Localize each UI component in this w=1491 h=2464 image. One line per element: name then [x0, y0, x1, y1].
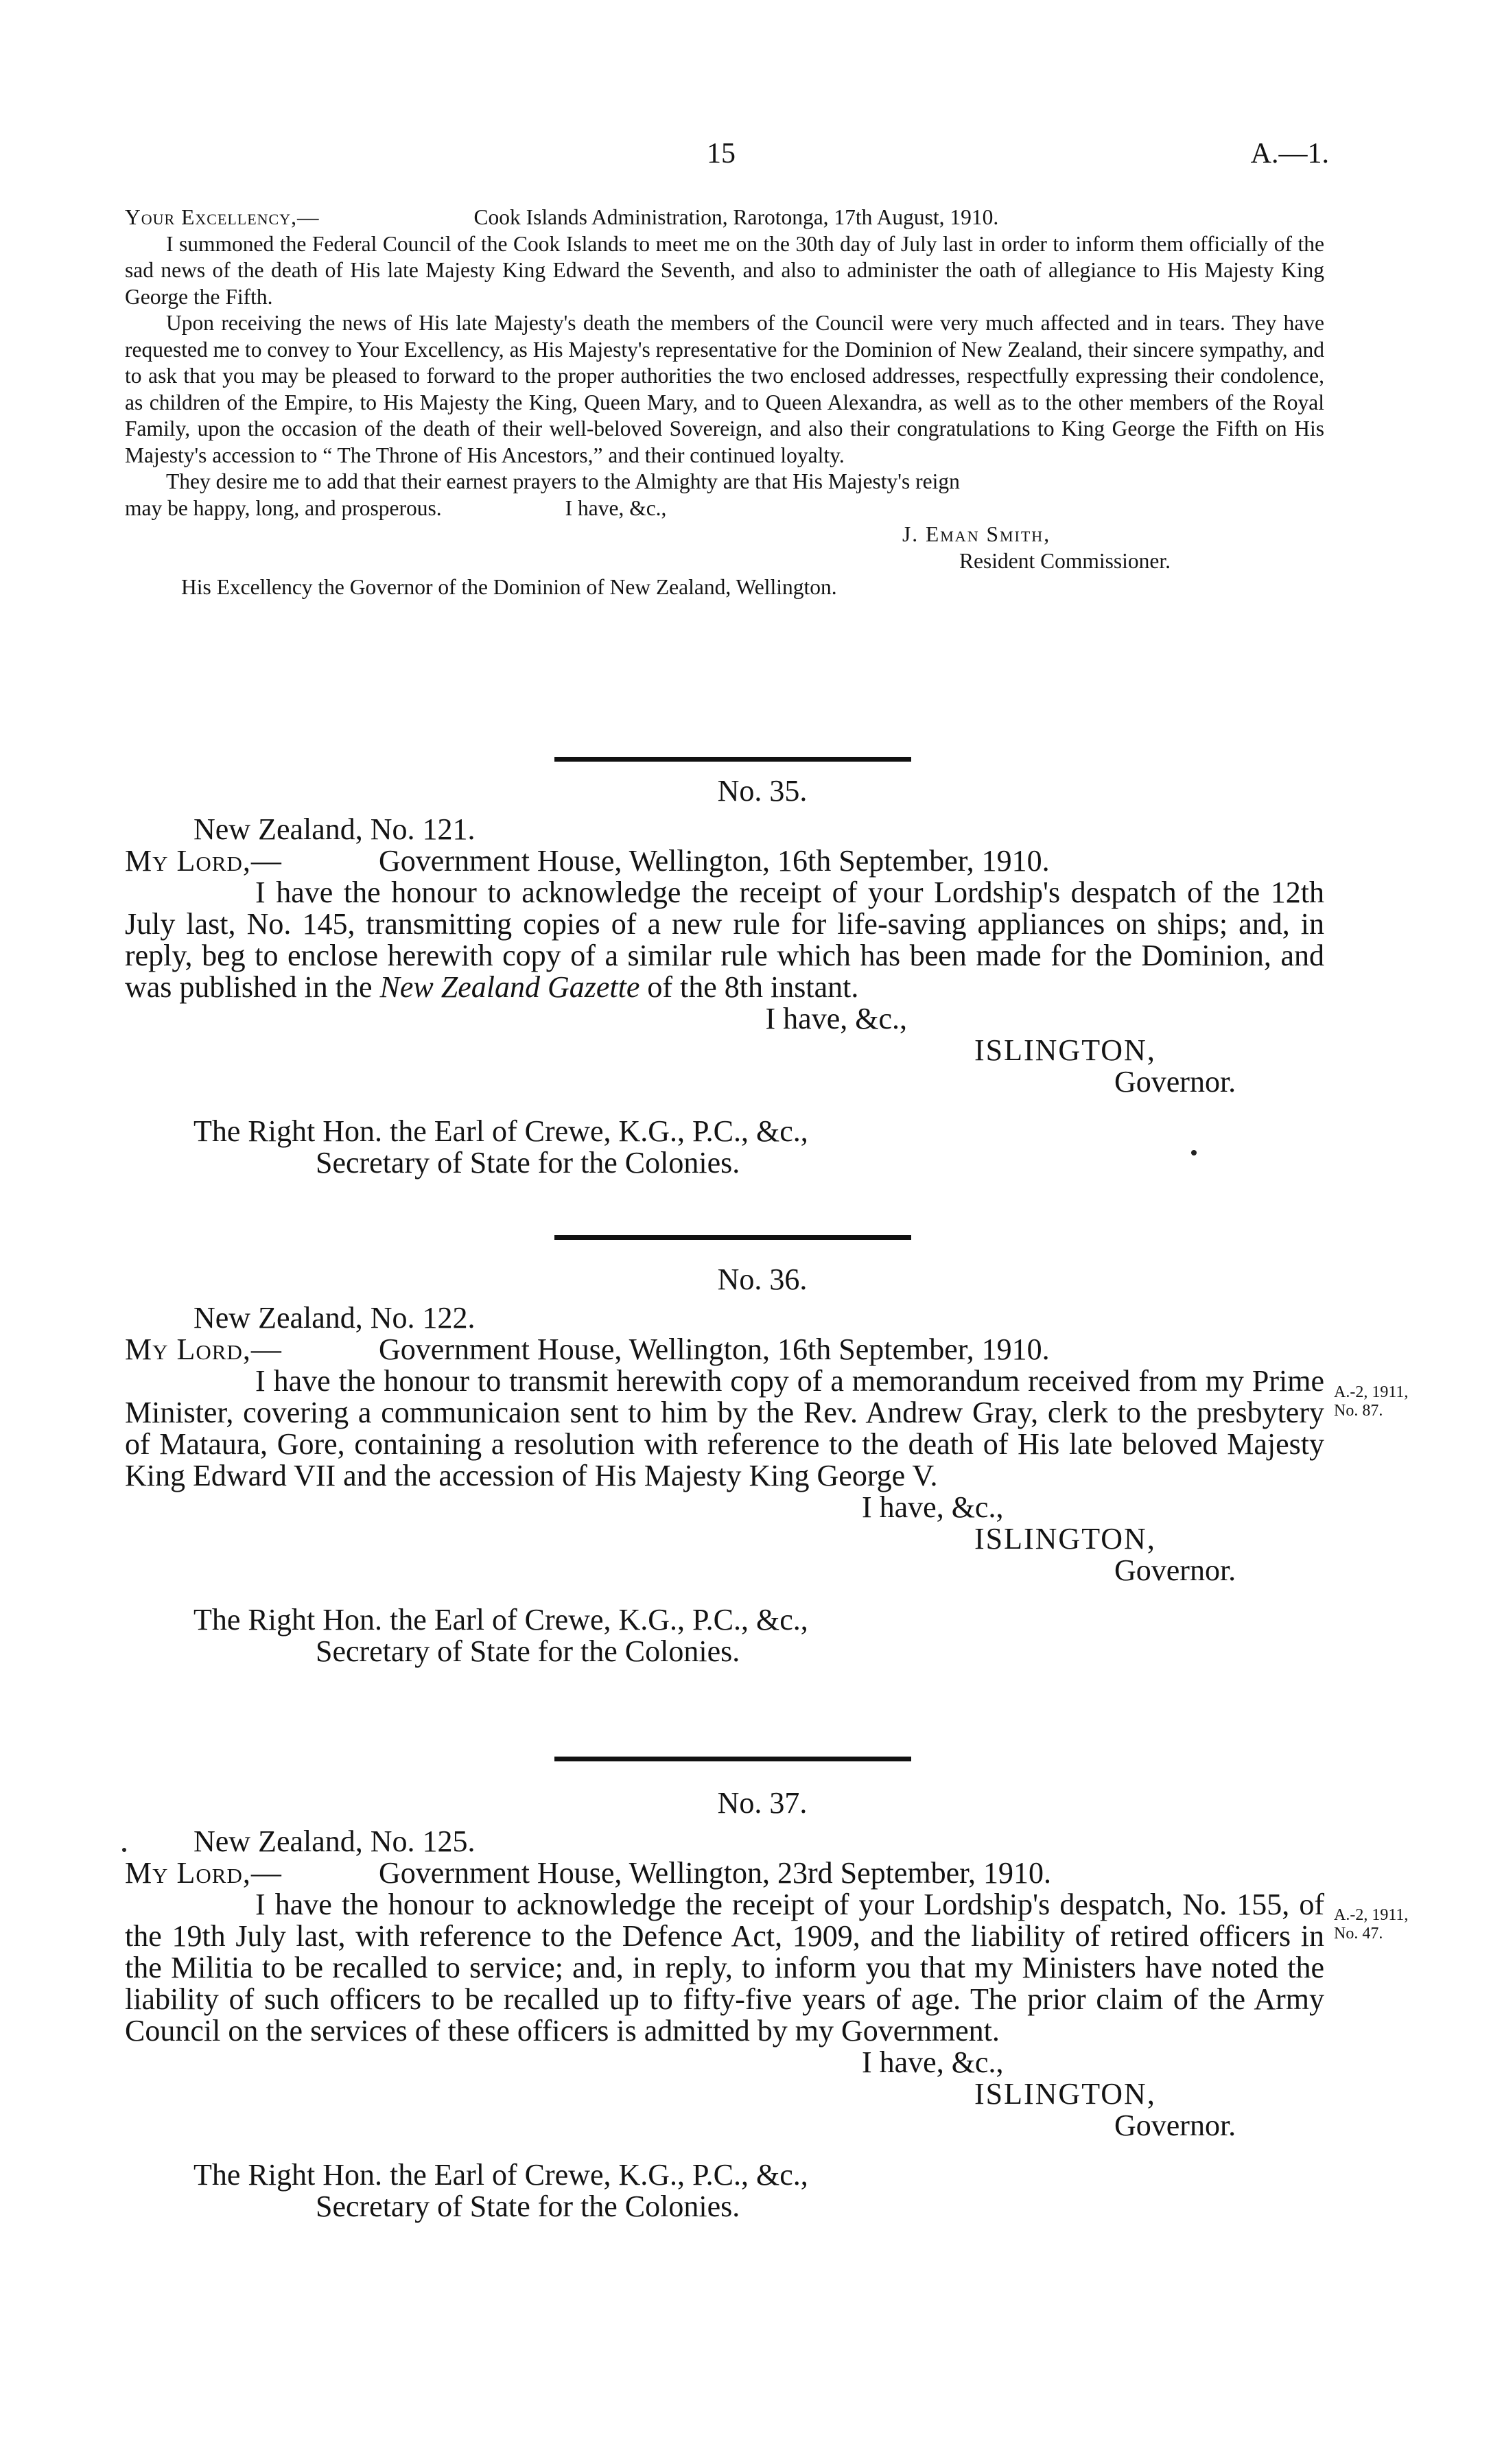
despatch-body — [125, 876, 1324, 1035]
despatch-35 — [125, 775, 1324, 1179]
despatch-signature-title: Governor. — [1114, 1553, 1236, 1587]
section-divider — [554, 1757, 911, 1761]
despatch-body: I have the honour to transmit herewith copy of a memorandum received from my Prime Minister, covering a communicaion sent to him by the Rev. Andrew Gray, clerk to the presbytery of Mataura, Gore, containing a resolution with reference to the death of His late beloved Majesty King Edward VII and the accession of His Majesty King George V. — [125, 1364, 1324, 1492]
page-number: 15 — [707, 138, 736, 169]
despatch-place-date: Government House, Wellington, 16th September, 1910. — [379, 1333, 1050, 1366]
ink-mark — [122, 1848, 126, 1852]
letter-salutation: Your Excellency,— — [125, 205, 320, 229]
despatch-addressee: The Right Hon. the Earl of Crewe, K.G., P.C., &c., — [193, 1114, 808, 1148]
despatch-heading — [125, 1857, 1324, 1889]
margin-note-ref: A.-2, 1911, — [1334, 1906, 1409, 1924]
letter-place-date: Cook Islands Administration, Rarotonga, 17th August, 1910. — [473, 205, 999, 229]
despatch-closing: I have, &c., — [862, 1490, 1004, 1524]
despatch-signature: ISLINGTON, — [974, 1033, 1156, 1067]
letter-paragraph: I summoned the Federal Council of the Cook Islands to meet me on the 30th day of July last in order to inform them officially of the sad news of the death of His late Majesty King Edward the Seventh, and also to administer the oath of allegiance to His Majesty King George the Fifth. — [125, 231, 1324, 309]
letter-paragraph: Upon receiving the news of His late Majesty's death the members of the Council were very much affected and in tears. They have requested me to convey to Your Excellency, as His Majesty's representative for the Dominion of New Zealand, their sincere sympathy, and to ask that you may be pleased to forward to the proper authorities the two enclosed addresses, respectfully expressing their condolence, as children of the Empire, to His Majesty the King, Queen Mary, and to Queen Alexandra, as well as to the other members of the Royal Family, upon the occasion of the death of their well-beloved Sovereign, and also their congratulations to King George the Fifth on His Majesty's accession to “ The Throne of His Ancestors,” and their continued loyalty. — [125, 311, 1324, 467]
despatch-body: I have the honour to acknowledge the receipt of your Lordship's despatch, No. 155, of the 19th July last, with reference to the Defence Act, 1909, and the liability of retired officers in the Militia to be recalled to service; and, in reply, to inform you that my Ministers have noted the liability of such officers to be recalled up to fifty-five years of age. The prior claim of the Army Council on the services of these officers is admitted by my Government. — [125, 1888, 1324, 2048]
despatch-number: No. 37. — [717, 1786, 808, 1820]
letter-closing: I have, &c., — [565, 495, 667, 520]
despatch-place-date: Government House, Wellington, 16th September, 1910. — [379, 844, 1050, 878]
section-divider — [554, 757, 911, 762]
letter-signature-title: Resident Commissioner. — [959, 548, 1171, 573]
despatch-salutation: My Lord,— — [125, 844, 282, 878]
letter-cook-islands — [125, 204, 1324, 601]
despatch-number: No. 35. — [717, 774, 808, 808]
letter-addressee: His Excellency the Governor of the Dominion of New Zealand, Wellington. — [181, 575, 837, 599]
despatch-closing: I have, &c., — [765, 1002, 907, 1035]
ink-mark — [1191, 1150, 1197, 1155]
margin-note — [1334, 1906, 1471, 1943]
despatch-reference: New Zealand, No. 122. — [193, 1301, 476, 1335]
letter-paragraph: They desire me to add that their earnest prayers to the Almighty are that His Majesty's reign — [166, 469, 960, 493]
despatch-salutation: My Lord,— — [125, 1856, 282, 1890]
margin-note-number: No. 47. — [1334, 1925, 1383, 1943]
letter-signature: J. Eman Smith, — [902, 522, 1051, 546]
page-reference: A.—1. — [1250, 138, 1329, 169]
despatch-signature: ISLINGTON, — [974, 1522, 1156, 1556]
despatch-reference: New Zealand, No. 125. — [193, 1824, 476, 1858]
letter-paragraph-end: may be happy, long, and prosperous. — [125, 495, 442, 520]
margin-note-ref: A.-2, 1911, — [1334, 1383, 1409, 1401]
gazette-title: New Zealand Gazette — [379, 970, 640, 1004]
despatch-number: No. 36. — [717, 1263, 808, 1296]
letter-heading — [125, 204, 1324, 231]
despatch-36 — [125, 1264, 1324, 1667]
despatch-37 — [125, 1787, 1324, 2222]
despatch-addressee: The Right Hon. the Earl of Crewe, K.G., P.C., &c., — [193, 1603, 808, 1636]
despatch-reference: New Zealand, No. 121. — [193, 812, 476, 846]
despatch-signature: ISLINGTON, — [974, 2077, 1156, 2111]
despatch-body-text: of the 8th instant. — [647, 970, 859, 1004]
despatch-addressee: The Right Hon. the Earl of Crewe, K.G., P.C., &c., — [193, 2158, 808, 2192]
despatch-addressee-office: Secretary of State for the Colonies. — [316, 2190, 740, 2223]
despatch-closing: I have, &c., — [862, 2045, 1004, 2079]
despatch-body-text: I have the honour to acknowledge the receipt of your Lordship's despatch of the 12th July last, No. 145, transmitting copies of a new rule for life-saving appliances on ships; and, in reply, beg to enclose herewith copy of a similar rule which has been made for the Dominion, and was published in the — [125, 876, 1324, 1004]
despatch-heading — [125, 845, 1324, 877]
despatch-signature-title: Governor. — [1114, 2109, 1236, 2142]
despatch-addressee-office: Secretary of State for the Colonies. — [316, 1146, 740, 1180]
despatch-signature-title: Governor. — [1114, 1065, 1236, 1099]
despatch-place-date: Government House, Wellington, 23rd September, 1910. — [379, 1856, 1052, 1890]
margin-note — [1334, 1383, 1471, 1420]
section-divider — [554, 1235, 911, 1240]
despatch-heading — [125, 1334, 1324, 1365]
margin-note-number: No. 87. — [1334, 1402, 1383, 1420]
letter-closing-row — [125, 495, 1324, 522]
despatch-addressee-office: Secretary of State for the Colonies. — [316, 1634, 740, 1668]
despatch-salutation: My Lord,— — [125, 1333, 282, 1366]
